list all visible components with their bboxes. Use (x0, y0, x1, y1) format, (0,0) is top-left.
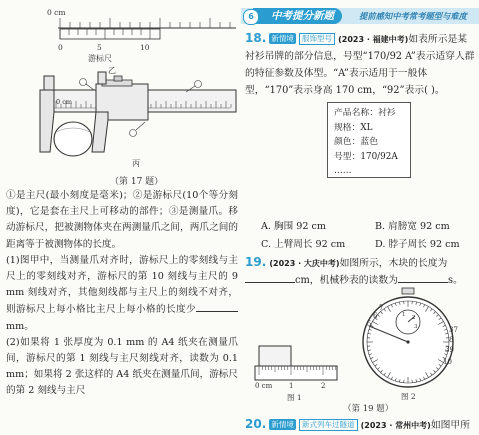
stopwatch-label-5: 5 (367, 320, 372, 328)
figure-yi (47, 8, 236, 75)
stopwatch-sub-1: 1 (402, 312, 406, 318)
q19-figure-2-stopwatch (363, 288, 458, 401)
stopwatch-sub-3: 3 (414, 324, 418, 330)
answer-blank-19-1[interactable] (245, 272, 295, 283)
option-a[interactable]: A. 胸围 92 cm (261, 221, 326, 232)
shirt-tag-line-4: 号型：170/92A (334, 151, 398, 162)
option-c[interactable]: C. 上臂周长 92 cm (261, 239, 346, 250)
bing-label: 丙 (132, 159, 140, 168)
question-18-text: 如表所示是某衬衫吊牌的部分信息，号型“170/92 A”表示适穿人群的特征参数及体型。“A”表示适用于一般体型，“170”表示身高 170 cm，“92”表示( )。 (245, 34, 475, 96)
stopwatch-sub-2: 2 (412, 315, 416, 321)
left-paragraph-2b: mm。 (6, 320, 34, 332)
q19-fig1-label: 图 1 (287, 393, 302, 402)
left-paragraph-3: (2)如果将 1 张厚度为 0.1 mm 的 A4 纸夹在测量爪间，游标尺的第 1 刻线与主尺刻线对齐，读数为 0.1 mm；如果将 2 张这样的 A4 纸夹在测量爪间，游标尺的第 2 刻线与主尺 (6, 336, 238, 397)
stopwatch-label-7: 7 (379, 304, 384, 312)
question-20-source: (2023 · 常州中考) (360, 421, 431, 430)
stopwatch-label-39: 39 (445, 346, 454, 354)
question-20 (245, 416, 475, 434)
stopwatch-label-37: 37 (449, 326, 458, 334)
caliper-figures (0, 0, 241, 186)
question-19-number: 19. (245, 255, 267, 269)
question-20-new-tag: 新情境 (271, 420, 294, 429)
question-19-source: (2023 · 大庆中考) (269, 259, 340, 268)
question-18 (245, 30, 475, 99)
q19-fig2-label: 图 2 (401, 392, 416, 401)
figure-bing (40, 72, 236, 168)
yi-tick-5: 5 (97, 43, 102, 52)
banner-title: 中考提分新题 (271, 10, 334, 22)
question-20-text: 如图甲所 (430, 420, 471, 431)
banner-number-badge: 6 (243, 9, 259, 25)
option-d[interactable]: D. 脖子周长 92 cm (375, 239, 460, 250)
question-18-source: (2023 · 福建中考) (338, 35, 409, 44)
answer-blank-19-2[interactable] (398, 272, 448, 283)
question-20-type-tag: 新式列车过隧道 (299, 419, 358, 431)
question-20-number: 20. (245, 417, 267, 431)
bing-ruler-zero: 0 cm (56, 98, 73, 106)
shirt-tag-line-3: 颜色：蓝色 (334, 137, 378, 147)
stopwatch-label-8: 8 (449, 336, 454, 344)
stopwatch-label-10: 10 (443, 358, 452, 366)
question-18-number: 18. (245, 31, 267, 45)
yi-ruler-zero: 0 cm (47, 8, 66, 17)
banner-title-block (253, 8, 342, 24)
left-paragraph-2a: (1)图甲中，当测量爪对齐时，游标尺上的零刻线与主尺上的零刻线对齐，游标尺的第 10 刻线与主尺的 9 mm 刻线对齐，其他刻线都与主尺上的刻线不对齐，则游标尺上每小格比主尺上每小格的长度少 (6, 254, 238, 316)
question-19-text-3: s。 (447, 275, 463, 286)
yi-tick-0: 0 (58, 43, 63, 52)
yi-label: 乙 (108, 66, 116, 75)
question-19-text-1: 如图所示，木块的长度为 (339, 258, 448, 269)
question-18-type-tag: 服饰型号 (299, 33, 335, 45)
q19-figure-1 (255, 346, 337, 402)
figure-19-caption: （第 19 题） (343, 404, 394, 414)
left-paragraph-1: ①是主尺(最小刻度是毫米)；②是游标尺(10个等分刻度)，它是套在主尺上可移动的部件；③是测量爪。移动游标尺，把被测物体夹在两测量爪之间，两爪之间的距离等于被测物体的长度。 (6, 190, 238, 250)
q19-fig1-tick-2: 2 (321, 382, 326, 390)
stopwatch-label-6: 6 (373, 312, 378, 320)
yi-vernier-name: 游标尺 (88, 54, 112, 63)
option-b[interactable]: B. 肩膀宽 92 cm (375, 221, 450, 232)
yi-tick-10: 10 (140, 43, 150, 52)
question-19-figures (241, 286, 479, 404)
shirt-tag-line-2: 规格：XL (334, 122, 373, 133)
figure-17-caption: （第 17 题） (110, 177, 164, 187)
shirt-tag-line-1: 产品名称：衬衫 (334, 108, 396, 118)
q19-fig1-zero: 0 cm (255, 382, 273, 390)
banner-subtitle: 提前感知中考常考题型与难度 (359, 11, 467, 21)
question-19 (245, 254, 475, 289)
right-column (241, 0, 479, 435)
q19-fig1-tick-1: 1 (289, 382, 294, 390)
question-19-text-2: cm，机械秒表的读数为 (295, 275, 398, 286)
question-18-new-tag: 新情境 (271, 34, 294, 43)
left-paragraph-2 (6, 253, 238, 335)
section-banner (241, 8, 479, 24)
left-text (6, 188, 238, 400)
answer-blank-17-1[interactable] (196, 301, 238, 312)
shirt-tag-line-5: …… (334, 166, 352, 176)
shirt-tag-box (327, 102, 411, 178)
